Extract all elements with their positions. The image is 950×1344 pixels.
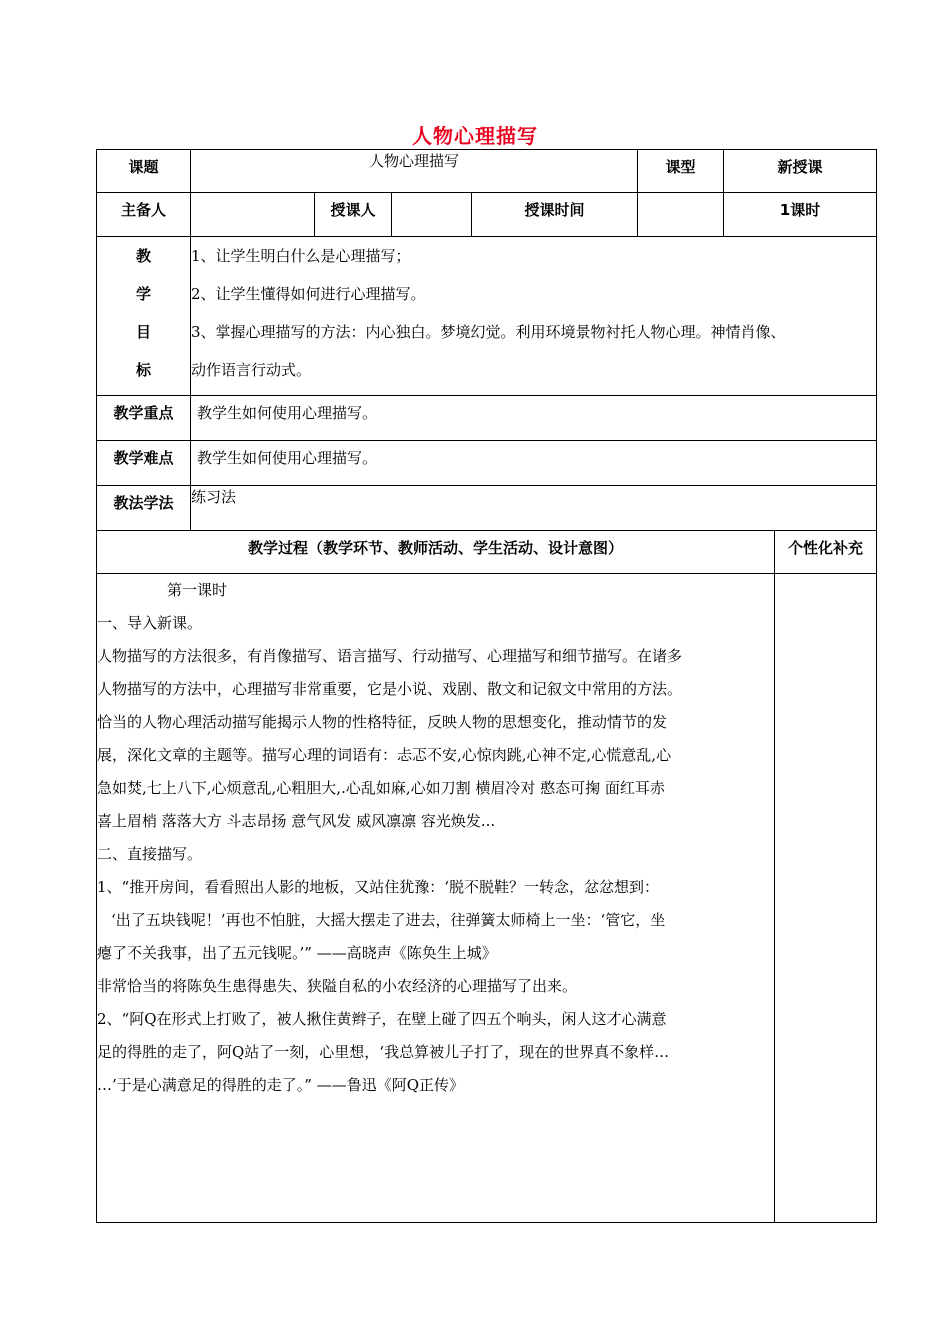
lesson-plan-table — [96, 149, 877, 1223]
lesson-type-label: 课型 — [638, 150, 724, 193]
process-body — [97, 574, 775, 1223]
paragraph-line: 人物描写的方法中，心理描写非常重要，它是小说、戏剧、散文和记叙文中常用的方法。 — [97, 680, 683, 698]
section-title: 二、直接描写。 — [97, 845, 203, 863]
document-title: 人物心理描写 — [412, 124, 538, 148]
goals-row — [97, 237, 877, 396]
teacher-label: 授课人 — [315, 193, 392, 237]
difficulty-label: 教学难点 — [97, 441, 191, 486]
goals-label-char: 目 — [135, 323, 151, 341]
topic-value: 人物心理描写 — [191, 150, 638, 193]
example-comment: 非常恰当的将陈奂生患得患失、狭隘自私的小农经济的心理描写了出来。 — [97, 977, 578, 995]
goals-body — [191, 237, 877, 396]
paragraph-line: 人物描写的方法很多，有肖像描写、语言描写、行动描写、心理描写和细节描写。在诸多 — [97, 647, 683, 665]
example-line: …’于是心满意足的得胜的走了。” ——鲁迅《阿Q正传》 — [97, 1076, 465, 1094]
key-point-label: 教学重点 — [97, 396, 191, 441]
paragraph-line: 急如焚,七上八下,心烦意乱,心粗胆大,.心乱如麻,心如刀割 横眉冷对 憨态可掬 面红耳赤 — [97, 779, 665, 797]
goal-item: 3、掌握心理描写的方法：内心独白。梦境幻觉。利用环境景物衬托人物心理。神情肖像、 — [191, 323, 786, 341]
paragraph-line: 展，深化文章的主题等。描写心理的词语有：忐忑不安,心惊肉跳,心神不定,心慌意乱,心 — [97, 746, 672, 764]
goals-label-char: 标 — [135, 361, 151, 379]
method-value: 练习法 — [191, 486, 877, 531]
method-label: 教法学法 — [97, 486, 191, 531]
preparer-label: 主备人 — [97, 193, 191, 237]
key-point-value: 教学生如何使用心理描写。 — [191, 396, 877, 441]
lesson-type-value: 新授课 — [724, 150, 877, 193]
topic-label: 课题 — [97, 150, 191, 193]
goals-label — [97, 237, 191, 396]
difficulty-row — [97, 441, 877, 486]
example-line: 2、“阿Q在形式上打败了，被人揪住黄辫子，在壁上碰了四五个响头，闲人这才心满意 — [97, 1010, 667, 1028]
example-line: 1、“推开房间，看看照出人影的地板，又站住犹豫：‘脱不脱鞋？一转念，忿忿想到： — [97, 878, 659, 896]
personal-supplement-header: 个性化补充 — [775, 531, 877, 574]
process-header: 教学过程（教学环节、教师活动、学生活动、设计意图） — [97, 531, 775, 574]
goals-label-char: 教 — [135, 247, 151, 265]
header-row-topic — [97, 150, 877, 193]
teacher-value — [392, 193, 472, 237]
method-row — [97, 486, 877, 531]
example-line: 足的得胜的走了，阿Q站了一刻，心里想，‘我总算被儿子打了，现在的世界真不象样… — [97, 1043, 670, 1061]
difficulty-value: 教学生如何使用心理描写。 — [191, 441, 877, 486]
paragraph-line: 恰当的人物心理活动描写能揭示人物的性格特征，反映人物的思想变化，推动情节的发 — [97, 713, 668, 731]
key-point-row — [97, 396, 877, 441]
process-header-row — [97, 531, 877, 574]
class-time-value — [638, 193, 724, 237]
header-row-staff — [97, 193, 877, 237]
goal-item: 动作语言行动式。 — [191, 361, 312, 379]
process-body-row — [97, 574, 877, 1223]
goal-item: 1、让学生明白什么是心理描写； — [191, 247, 411, 265]
duration-value: 1课时 — [724, 193, 877, 237]
goals-label-char: 学 — [135, 285, 151, 303]
example-line: 瘪了不关我事，出了五元钱呢。’” ——高晓声《陈奂生上城》 — [97, 944, 497, 962]
lesson-period-label: 第一课时 — [167, 581, 228, 599]
paragraph-line: 喜上眉梢 落落大方 斗志昂扬 意气风发 威风凛凛 容光焕发... — [97, 812, 496, 830]
class-time-label: 授课时间 — [472, 193, 638, 237]
goal-item: 2、让学生懂得如何进行心理描写。 — [191, 285, 426, 303]
section-title: 一、导入新课。 — [97, 614, 203, 632]
personal-supplement-cell — [775, 574, 877, 1223]
preparer-value — [191, 193, 315, 237]
example-line: ‘出了五块钱呢！’再也不怕脏，大摇大摆走了进去，往弹簧太师椅上一坐：‘管它，坐 — [111, 911, 666, 929]
